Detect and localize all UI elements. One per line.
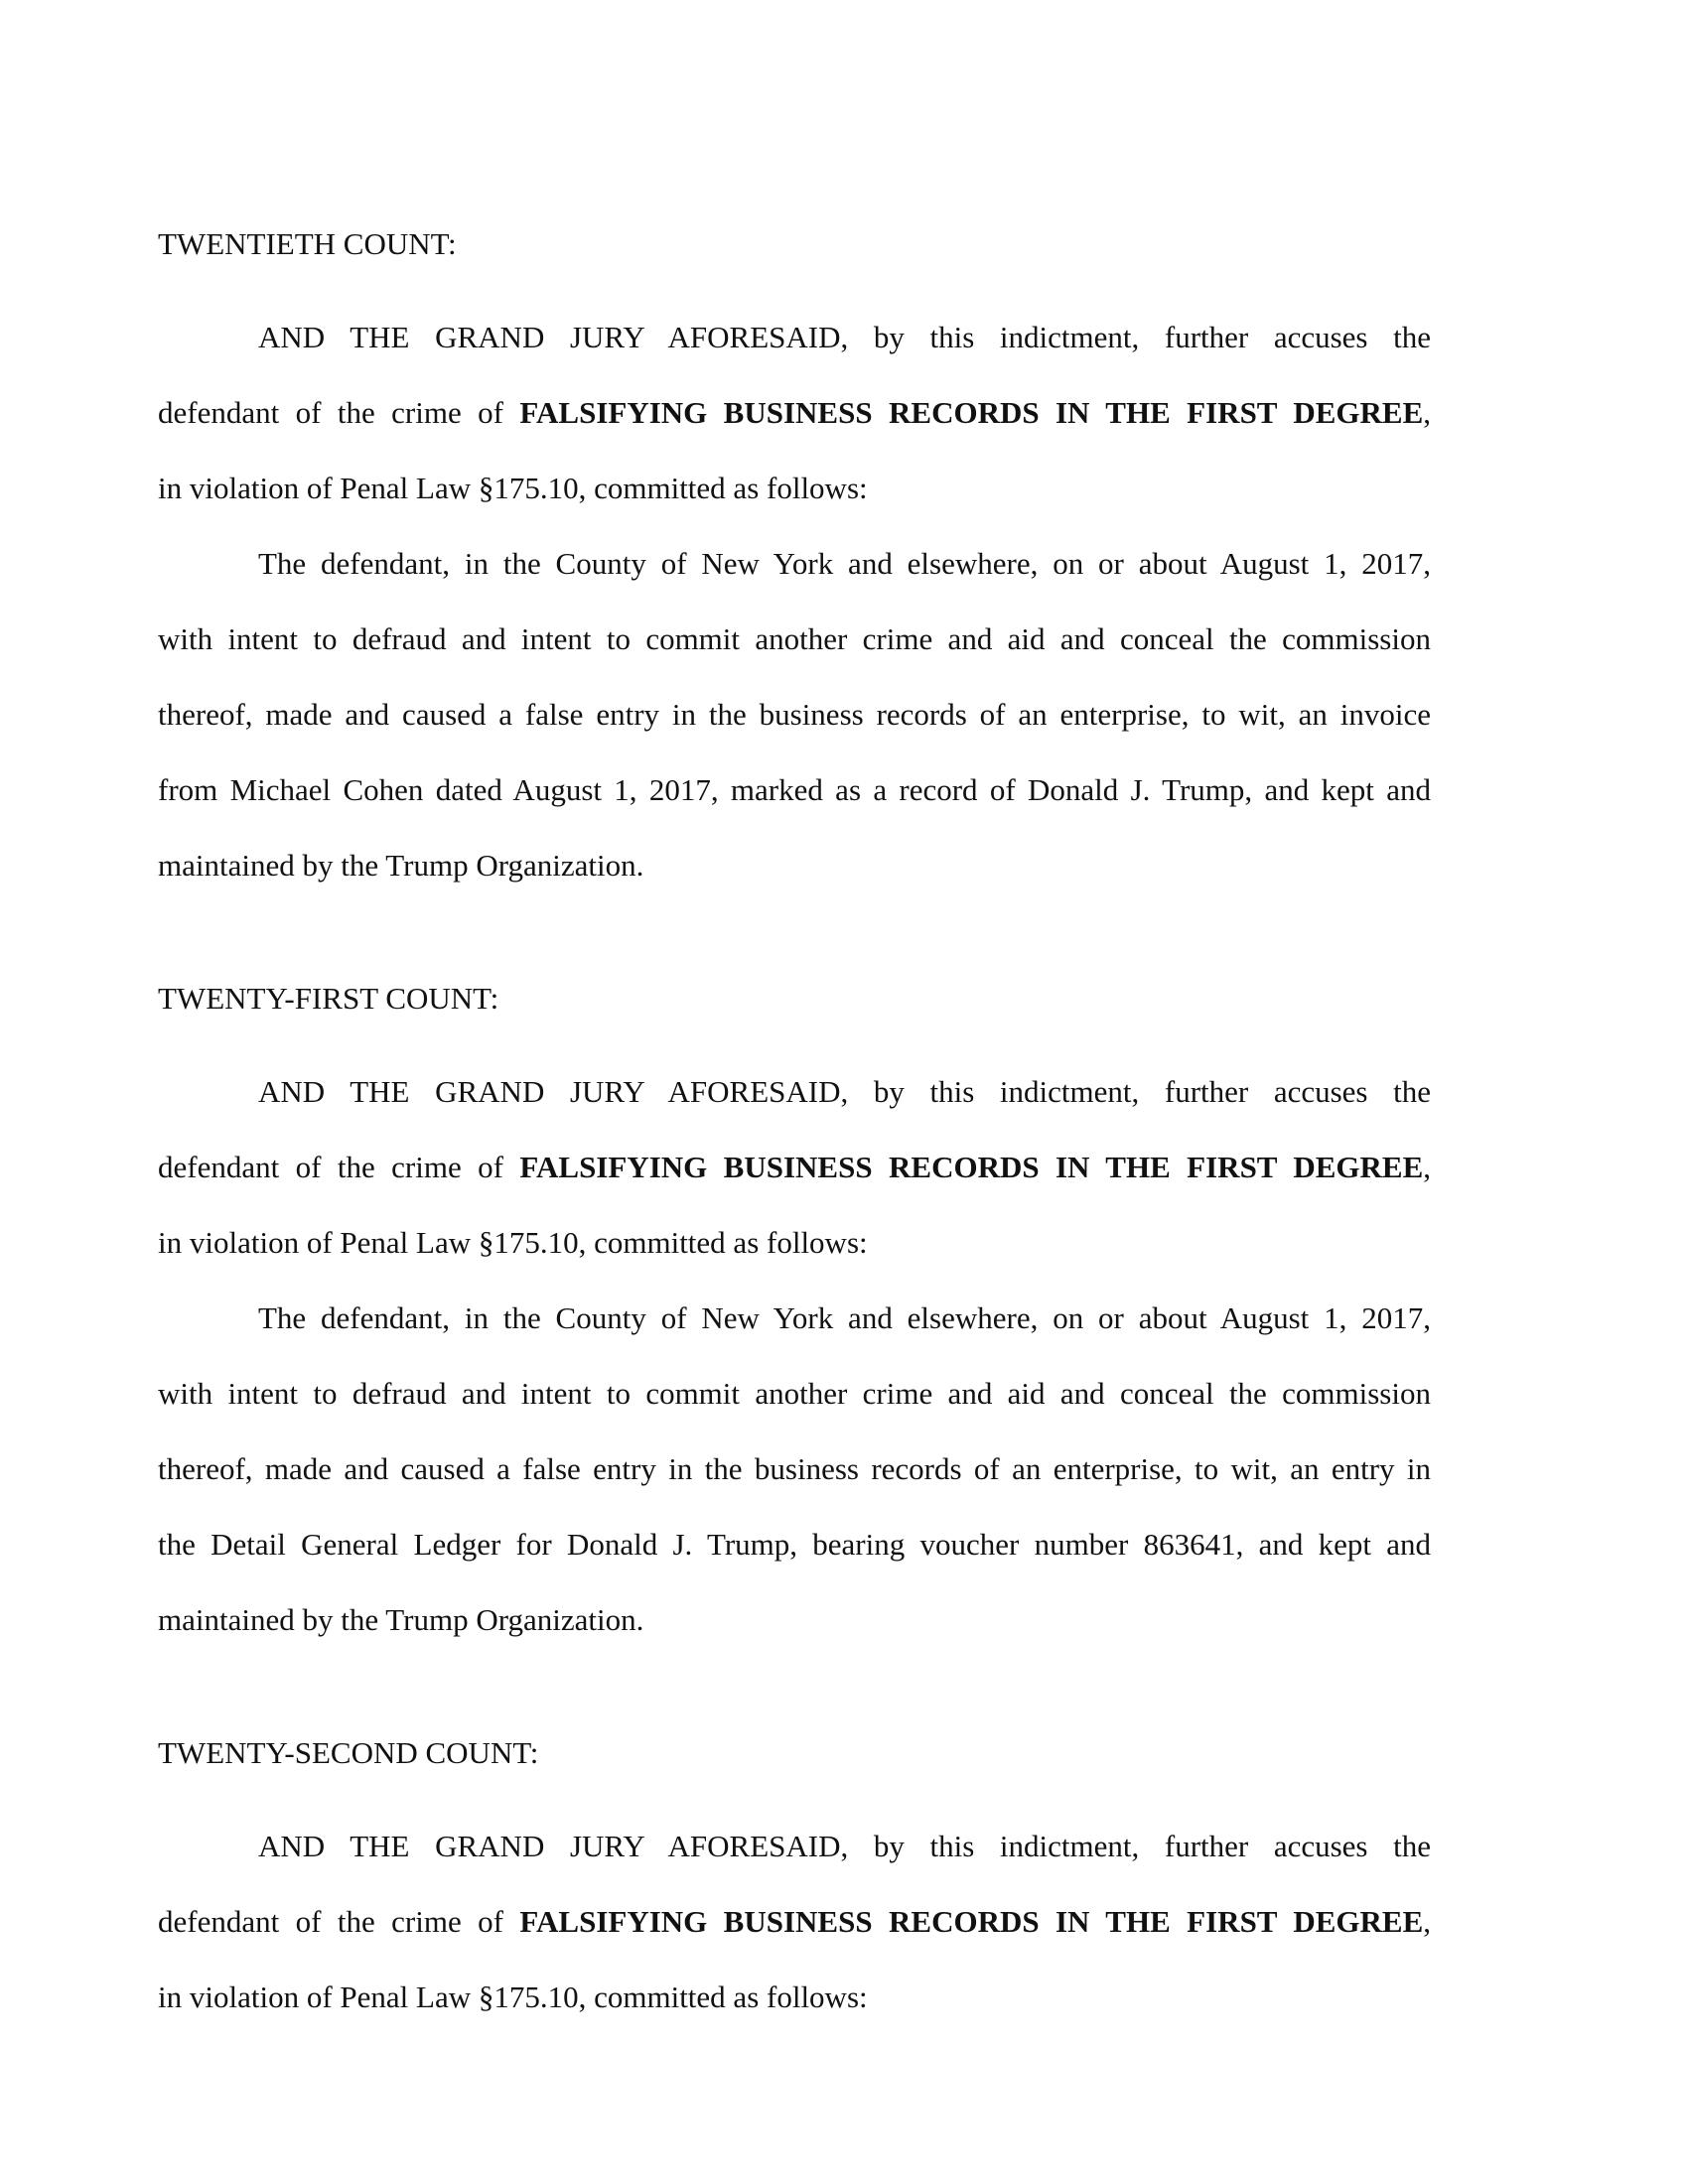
- count-heading: TWENTY-SECOND COUNT:: [158, 1735, 539, 1770]
- facts-paragraph: [158, 1281, 1431, 1658]
- charge-line: AND THE GRAND JURY AFORESAID, by this indictment, further accuses the: [258, 1074, 1431, 1109]
- count-heading: TWENTY-FIRST COUNT:: [158, 981, 499, 1016]
- facts-line: maintained by the Trump Organization.: [158, 1602, 644, 1637]
- charge-text: defendant of the crime of: [158, 1150, 520, 1184]
- facts-line: maintained by the Trump Organization.: [158, 848, 644, 883]
- charge-line: in violation of Penal Law §175.10, committed as follows:: [158, 471, 868, 505]
- facts-line: the Detail General Ledger for Donald J. Trump, bearing voucher number 863641, and kept and: [158, 1527, 1431, 1562]
- facts-line: with intent to defraud and intent to commit another crime and aid and conceal the commission: [158, 621, 1431, 656]
- charge-line: [158, 375, 1431, 451]
- charge-punct: ,: [1423, 395, 1431, 430]
- crime-name: FALSIFYING BUSINESS RECORDS IN THE FIRST DEGREE: [519, 1150, 1424, 1184]
- charge-line: in violation of Penal Law §175.10, committed as follows:: [158, 1225, 868, 1260]
- charge-line: [158, 1884, 1431, 1960]
- count-section: [158, 224, 1431, 903]
- charge-text: defendant of the crime of: [158, 1904, 520, 1939]
- charge-punct: ,: [1423, 1150, 1431, 1184]
- facts-line: with intent to defraud and intent to commit another crime and aid and conceal the commission: [158, 1376, 1431, 1411]
- facts-paragraph: [158, 526, 1431, 903]
- crime-name: FALSIFYING BUSINESS RECORDS IN THE FIRST DEGREE: [519, 1904, 1424, 1939]
- charge-line: AND THE GRAND JURY AFORESAID, by this indictment, further accuses the: [258, 1829, 1431, 1863]
- charge-paragraph: [158, 1054, 1431, 1281]
- charge-line: [158, 1130, 1431, 1205]
- crime-name: FALSIFYING BUSINESS RECORDS IN THE FIRST DEGREE: [519, 395, 1424, 430]
- facts-line: from Michael Cohen dated August 1, 2017, marked as a record of Donald J. Trump, and kept and: [158, 772, 1431, 807]
- count-section: [158, 979, 1431, 1658]
- charge-paragraph: [158, 300, 1431, 526]
- facts-line: thereof, made and caused a false entry in the business records of an enterprise, to wit, an entry in: [158, 1451, 1431, 1486]
- charge-punct: ,: [1423, 1904, 1431, 1939]
- charge-paragraph: [158, 1809, 1431, 2035]
- charge-text: defendant of the crime of: [158, 395, 520, 430]
- count-heading: TWENTIETH COUNT:: [158, 226, 457, 261]
- facts-line: The defendant, in the County of New York and elsewhere, on or about August 1, 2017,: [258, 1300, 1431, 1335]
- facts-line: The defendant, in the County of New York and elsewhere, on or about August 1, 2017,: [258, 546, 1431, 581]
- facts-line: thereof, made and caused a false entry in the business records of an enterprise, to wit, an invoice: [158, 697, 1431, 732]
- count-section: [158, 1733, 1431, 2035]
- charge-line: in violation of Penal Law §175.10, committed as follows:: [158, 1979, 868, 2014]
- charge-line: AND THE GRAND JURY AFORESAID, by this indictment, further accuses the: [258, 320, 1431, 354]
